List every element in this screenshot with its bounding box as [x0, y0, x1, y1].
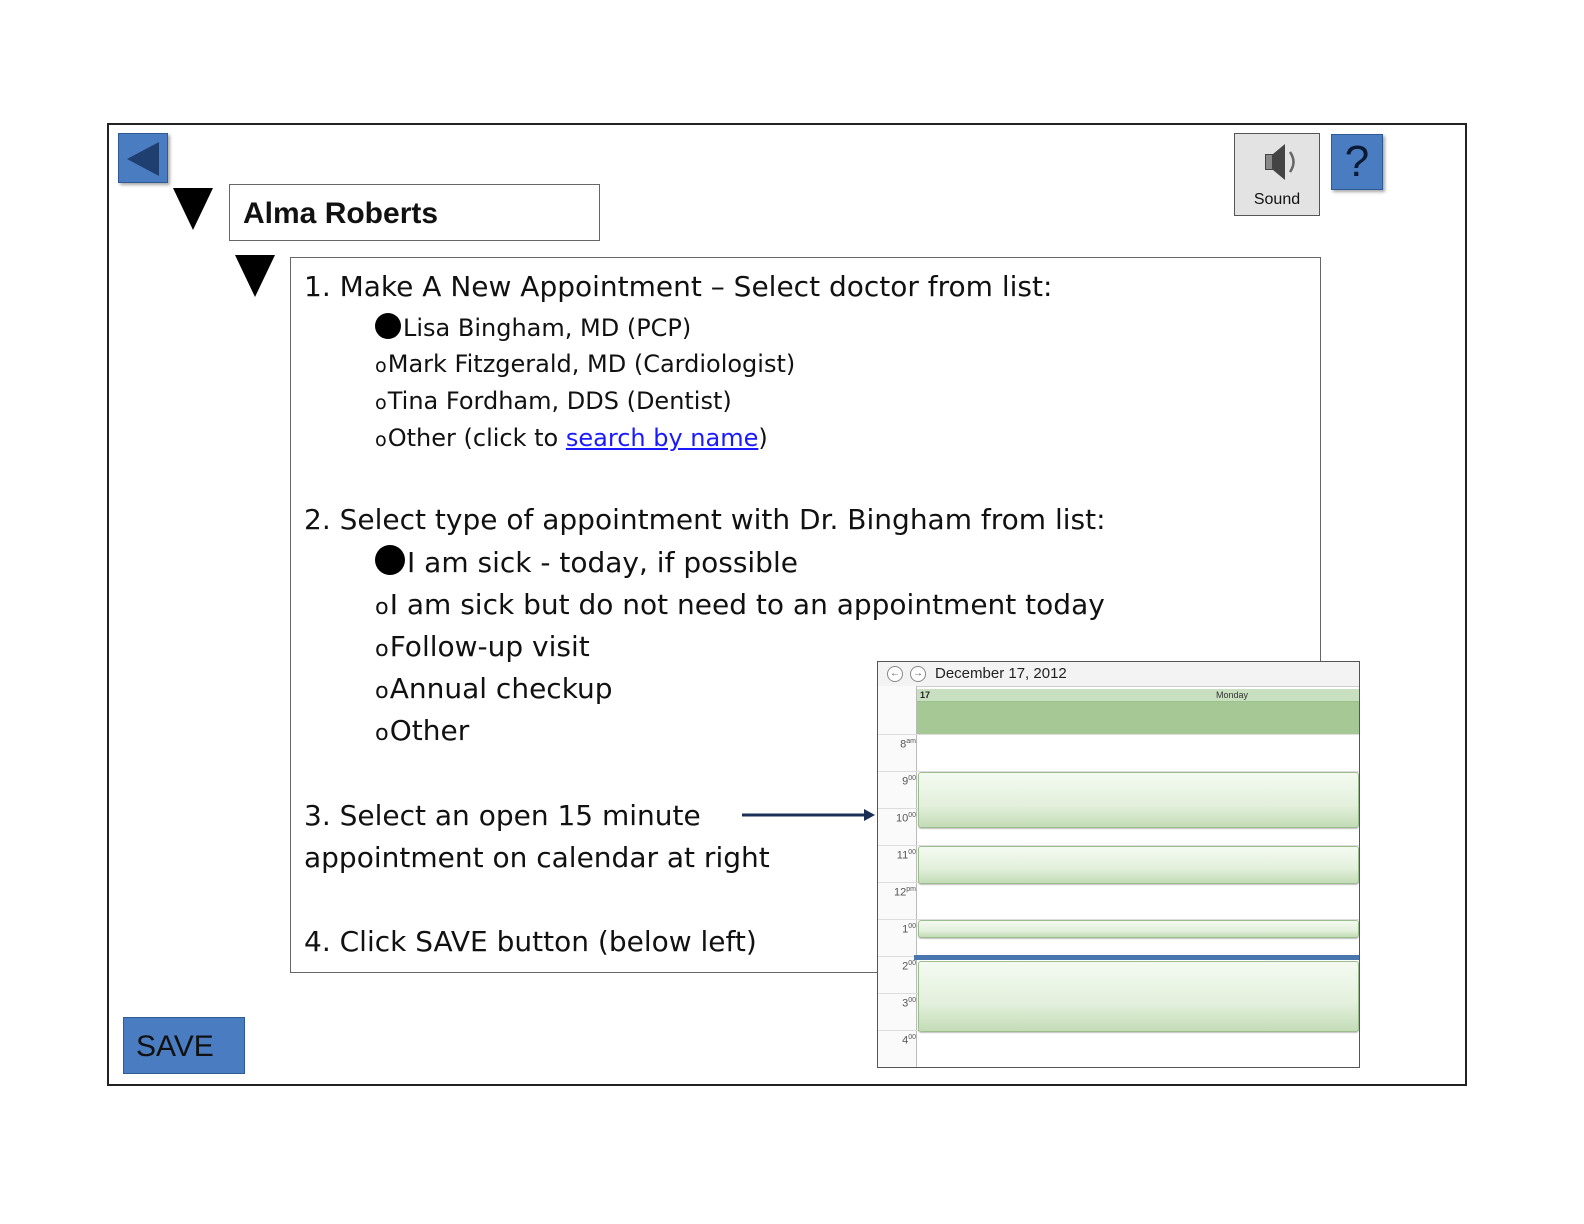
sound-label: Sound [1253, 191, 1301, 208]
busy-block[interactable] [918, 846, 1359, 884]
prev-arrow-icon[interactable]: ← [887, 666, 903, 682]
collapse-triangle-icon[interactable] [173, 188, 213, 230]
hour-label: $8^{am}$ [900, 738, 916, 751]
hour-label: $12^{pm}$ [894, 886, 916, 899]
appointment-calendar[interactable] [877, 661, 1360, 1068]
type-option-sick-not-today[interactable]: oI am sick but do not need to an appointment today [375, 588, 1105, 621]
hour-label: $1^{00}$ [902, 923, 916, 936]
day-number: 17 [920, 690, 931, 700]
collapse-triangle-icon[interactable] [235, 255, 275, 297]
radio-unselected-icon: o [375, 354, 387, 377]
step1-heading: 1. Make A New Appointment – Select doctor from list: [304, 270, 1053, 303]
all-day-area[interactable] [916, 702, 1359, 735]
patient-name: Alma Roberts [229, 184, 600, 241]
type-option-other[interactable]: oOther [375, 714, 470, 747]
radio-selected-icon [375, 545, 405, 575]
radio-unselected-icon: o [375, 720, 389, 746]
radio-unselected-icon: o [375, 428, 387, 451]
busy-block[interactable] [918, 772, 1359, 828]
sound-button[interactable] [1234, 133, 1320, 216]
hour-label: $4^{00}$ [902, 1034, 916, 1047]
current-time-line [914, 955, 1359, 960]
hour-label: $11^{00}$ [896, 849, 916, 862]
hour-line [878, 734, 1359, 735]
hour-label: $3^{00}$ [902, 997, 916, 1010]
step2-heading: 2. Select type of appointment with Dr. Bingham from list: [304, 503, 1106, 536]
step3-line2: appointment on calendar at right [304, 841, 770, 874]
radio-selected-icon [375, 313, 401, 339]
step4-text: 4. Click SAVE button (below left) [304, 925, 757, 958]
radio-unselected-icon: o [375, 594, 389, 620]
save-button[interactable]: SAVE [123, 1017, 245, 1074]
doctor-option-bingham[interactable]: Lisa Bingham, MD (PCP) [375, 313, 691, 342]
busy-block[interactable] [918, 961, 1359, 1032]
calendar-header [878, 662, 1359, 687]
back-arrow-icon [119, 134, 169, 184]
step3-line1: 3. Select an open 15 minute [304, 799, 701, 832]
pointer-arrow-icon [742, 808, 877, 822]
search-by-name-link[interactable]: search by name [565, 424, 759, 452]
calendar-date: December 17, 2012 [935, 665, 1067, 682]
question-mark-icon: ? [1344, 137, 1370, 186]
help-button[interactable] [1331, 134, 1383, 190]
day-header [916, 689, 1359, 702]
type-option-sick-today[interactable]: I am sick - today, if possible [375, 545, 798, 579]
doctor-option-other[interactable]: oOther (click to search by name) [375, 424, 768, 452]
speaker-icon [1235, 134, 1321, 190]
radio-unselected-icon: o [375, 678, 389, 704]
radio-unselected-icon: o [375, 636, 389, 662]
type-option-annual[interactable]: oAnnual checkup [375, 672, 613, 705]
hour-label: $2^{00}$ [902, 960, 916, 973]
busy-block[interactable] [918, 920, 1359, 938]
doctor-option-fitzgerald[interactable]: oMark Fitzgerald, MD (Cardiologist) [375, 350, 796, 378]
back-button[interactable] [118, 133, 168, 183]
next-arrow-icon[interactable]: → [910, 666, 926, 682]
day-name: Monday [1216, 690, 1249, 700]
type-option-follow-up[interactable]: oFollow-up visit [375, 630, 590, 663]
hour-label: $9^{00}$ [902, 775, 916, 788]
radio-unselected-icon: o [375, 391, 387, 414]
doctor-option-fordham[interactable]: oTina Fordham, DDS (Dentist) [375, 387, 732, 415]
hour-label: $10^{00}$ [895, 812, 916, 825]
